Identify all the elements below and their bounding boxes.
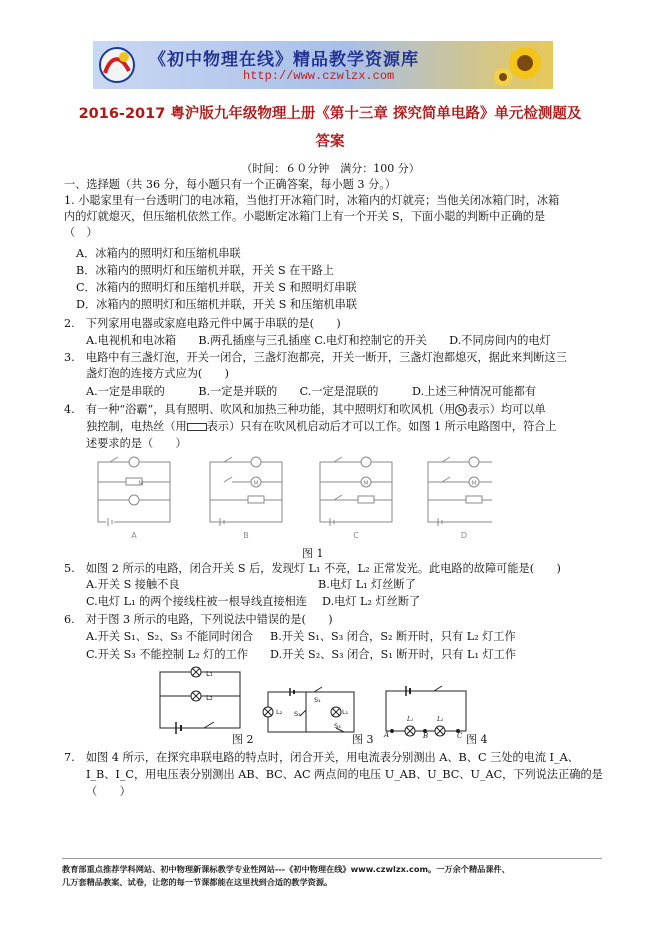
question-6-option-a: A.开关 S₁、S₂、S₃ 不能同时闭合	[86, 630, 254, 643]
question-6-option-d: D.开关 S₂、S₃ 闭合，S₁ 断开时，只有 L₁ 灯工作	[270, 648, 517, 661]
question-4-text: 4. 有一种“浴霸”，具有照明、吹风和加热三种功能，其中照明灯和吹风机（用	[64, 403, 456, 416]
question-4-line: 述要求的是（ ）	[86, 437, 187, 450]
exam-meta: （时间：６０分钟 满分：100 分）	[241, 162, 420, 175]
fig1-label-b: B	[243, 531, 249, 540]
page-footer	[62, 863, 622, 889]
footer-divider	[62, 858, 602, 859]
fig4-label-a: A	[384, 731, 390, 739]
banner-title: 《初中物理在线》精品教学资源库	[149, 50, 419, 70]
question-1-line: （ ）	[64, 226, 98, 239]
figure-3-circuit	[260, 684, 360, 740]
question-4-line	[86, 420, 557, 434]
fig1-label-d: D	[460, 531, 468, 540]
question-6-option-b: B.开关 S₁、S₃ 闭合，S₂ 断开时，只有 L₂ 灯工作	[270, 630, 516, 643]
question-5-option-c: C.电灯 L₁ 的两个接线柱被一根导线直接相连	[86, 595, 307, 608]
question-4-text: 表示）只有在吹风机启动后才可以工作。如图 1 所示电路图中，符合上	[206, 420, 557, 433]
section-heading: 一、选择题（共 36 分，每小题只有一个正确答案，每小题 3 分。）	[64, 178, 397, 191]
fig4-label-l2: L₂	[437, 716, 444, 723]
fig3-label-l2: L₂	[276, 708, 283, 716]
fig2-label-l2: L₂	[206, 694, 213, 702]
header-banner	[93, 41, 553, 89]
question-2-options: A.电视机和电冰箱 B.两孔插座与三孔插座 C.电灯和控制它的开关 D.不同房间内的电灯	[86, 334, 551, 347]
question-7-line: （ ）	[86, 785, 131, 798]
question-4-line	[64, 403, 546, 417]
question-1-line: 1. 小聪家里有一台透明门的电冰箱，当他打开冰箱门时，冰箱内的灯就亮；当他关闭冰箱门时，冰箱	[64, 194, 560, 207]
question-1-option: D．冰箱内的照明灯和压缩机并联，开关 S 和压缩机串联	[76, 298, 358, 311]
circuit-c-diagram	[320, 457, 392, 526]
question-4-text: 表示）均可以单	[467, 403, 546, 416]
banner-url: http://www.czwlzx.com	[243, 69, 395, 83]
question-4-text: 独控制，电热丝（用	[86, 420, 187, 433]
question-3-line: 盏灯泡的连接方式应为( )	[86, 367, 229, 380]
question-1-option: C．冰箱内的照明灯和压缩机并联，开关 S 和照明灯串联	[76, 281, 357, 294]
fig1-label-a: A	[131, 531, 137, 540]
circuit-a-diagram	[98, 457, 170, 526]
figure-2-circuit	[158, 666, 244, 738]
fig1-label-c: C	[353, 531, 359, 540]
question-1-option: B．冰箱内的照明灯和压缩机并联，开关 S 在干路上	[76, 264, 334, 277]
heater-symbol-icon	[187, 423, 207, 431]
question-5-line: 5. 如图 2 所示的电路，闭合开关 S 后，发现灯 L₁ 不亮，L₂ 正常发光。此电路的故障可能是( )	[64, 562, 561, 575]
fig1-motor-label: M	[253, 480, 259, 487]
fig3-label-s1: S₁	[314, 696, 321, 704]
figure-1-caption: 图 1	[302, 547, 324, 560]
figure-2-caption: 图 2	[232, 733, 254, 746]
figure-4-caption: 图 4	[466, 733, 488, 746]
question-5-option-a: A.开关 S 接触不良	[86, 578, 180, 591]
sunflower-icon	[491, 41, 551, 89]
fig3-label-s2: S₂	[294, 710, 301, 718]
question-5-option-b: B.电灯 L₁ 灯丝断了	[318, 578, 416, 591]
fig2-label-l1: L₁	[206, 670, 213, 678]
circuit-b-diagram	[210, 457, 282, 526]
fig3-label-s3: S₃	[334, 722, 341, 730]
question-6-option-c: C.开关 S₃ 不能控制 L₂ 灯的工作	[86, 648, 248, 661]
fig4-label-c: C	[457, 732, 463, 739]
fig1-motor-label: M	[363, 480, 369, 487]
question-3-options: A.一定是串联的 B.一定是并联的 C.一定是混联的 D.上述三种情况可能都有	[86, 385, 537, 398]
question-3-line: 3. 电路中有三盏灯泡，开关一闭合，三盏灯泡都亮，开关一断开，三盏灯泡都熄灭，据此来判断这三	[64, 351, 567, 364]
question-7-line: 7. 如图 4 所示，在探究串联电路的特点时，闭合开关，用电流表分别测出 A、B、C 三处的电流 I_A、	[64, 751, 579, 764]
question-2: 2. 下列家用电器或家庭电路元件中属于串联的是( )	[64, 317, 341, 330]
site-logo-icon	[97, 45, 137, 85]
question-1-line: 内的灯就熄灭，但压缩机依然工作。小聪断定冰箱门上有一个开关 S，下面小聪的判断中正确的是	[64, 210, 546, 223]
question-1-option: A．冰箱内的照明灯和压缩机串联	[76, 247, 241, 260]
fig3-label-l1: L₁	[342, 708, 349, 716]
document-title: 2016-2017 粤沪版九年级物理上册《第十三章 探究简单电路》单元检测题及	[78, 106, 582, 122]
fig1-motor-label: M	[138, 480, 144, 487]
question-5-option-d: D.电灯 L₂ 灯丝断了	[322, 595, 421, 608]
figure-3-caption: 图 3	[352, 733, 374, 746]
question-6-line: 6. 对于图 3 所示的电路，下列说法中错误的是( )	[64, 613, 333, 626]
fig4-label-b: B	[423, 732, 429, 739]
circuit-d-diagram	[428, 457, 492, 526]
footer-line: 几万套精品教案、试卷，让您的每一节课都能在这里找到合适的教学资源。	[62, 877, 333, 887]
motor-symbol-icon: M	[455, 404, 467, 416]
footer-line: 教育部重点推荐学科网站、初中物理新课标教学专业性网站---《初中物理在线》www.czwlzx.com。一万余个精品课件、	[62, 864, 510, 874]
figure-1-circuits	[92, 456, 492, 542]
fig1-motor-label: M	[471, 480, 477, 487]
fig4-label-l1: L₁	[407, 716, 414, 723]
figure-4-circuit	[380, 683, 472, 739]
question-7-line: I_B、I_C，用电压表分别测出 AB、BC、AC 两点间的电压 U_AB、U_BC、U_AC，下列说法正确的是	[86, 768, 603, 781]
document-title-cont: 答案	[315, 134, 345, 150]
